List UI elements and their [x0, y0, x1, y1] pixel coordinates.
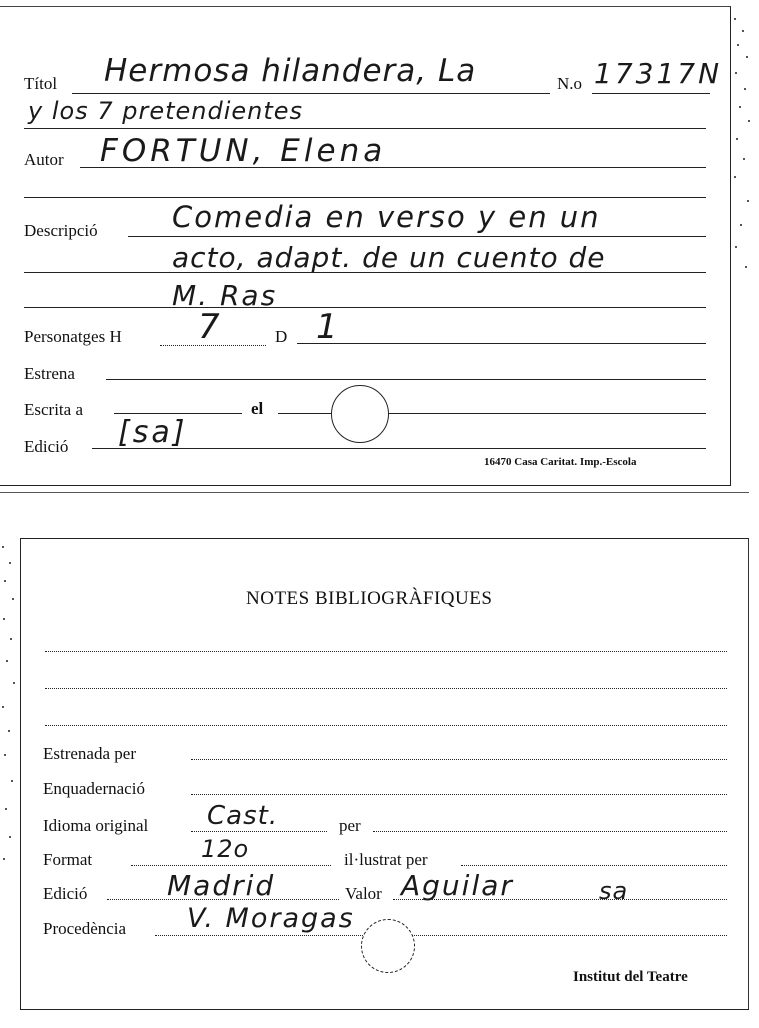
library-stamp	[331, 385, 389, 443]
institution-name: Institut del Teatre	[573, 969, 688, 985]
library-stamp-small	[361, 919, 415, 973]
illustrat-dots	[461, 865, 727, 866]
edicio-value: [sa]	[118, 415, 188, 450]
scan-divider	[0, 492, 749, 493]
valor-value-2: sa	[599, 877, 629, 905]
enquadernacio-dots	[191, 794, 727, 795]
valor-label: Valor	[345, 884, 382, 903]
procedencia-dots	[155, 935, 727, 936]
titol-rule-2	[24, 128, 706, 129]
illustrat-label: il·lustrat per	[344, 850, 428, 869]
valor-value: Aguilar	[401, 869, 514, 902]
titol-rule	[72, 93, 550, 94]
personatges-h-value: 7	[198, 307, 221, 347]
descripcio-line3: M. Ras	[172, 279, 278, 312]
autor-label: Autor	[24, 150, 64, 169]
edicio-bottom-value: Madrid	[167, 869, 276, 902]
titol-label: Títol	[24, 74, 58, 93]
procedencia-label: Procedència	[43, 919, 127, 938]
personatges-d-rule	[297, 343, 706, 344]
descripcio-label: Descripció	[24, 221, 98, 240]
edicio-rule	[92, 448, 706, 449]
edicio-bottom-label: Edició	[43, 884, 88, 903]
notes-line-3	[45, 725, 727, 726]
estrena-label: Estrena	[24, 364, 75, 383]
idioma-dots	[191, 831, 327, 832]
descripcio-rule-3	[24, 307, 706, 308]
procedencia-value: V. Moragas	[187, 903, 355, 934]
personatges-d-value: 1	[316, 307, 339, 347]
enquadernacio-label: Enquadernació	[43, 779, 145, 798]
catalog-card-bottom	[20, 538, 749, 1010]
scan-noise-top-right	[732, 10, 756, 280]
autor-rule-2	[24, 197, 706, 198]
escrita-rule	[114, 413, 242, 414]
no-value: 17317N	[594, 57, 723, 90]
idioma-per-dots	[373, 831, 727, 832]
personatges-h-dots	[160, 345, 266, 346]
no-rule	[592, 93, 710, 94]
estrena-rule	[106, 379, 706, 380]
descripcio-rule-1	[128, 236, 706, 237]
bibliographic-notes-heading: NOTES BIBLIOGRÀFIQUES	[246, 588, 493, 609]
descripcio-line2: acto, adapt. de un cuento de	[172, 241, 606, 274]
valor-dots	[393, 899, 727, 900]
titol-value-2: y los 7 pretendientes	[28, 97, 304, 125]
idioma-value: Cast.	[207, 801, 279, 831]
escrita-label: Escrita a	[24, 400, 83, 419]
scan-noise-bottom-left	[0, 540, 18, 870]
catalog-card-top	[0, 6, 731, 486]
autor-rule	[80, 167, 706, 168]
autor-value: FORTUN, Elena	[100, 133, 387, 169]
format-value: 12o	[201, 835, 250, 863]
format-label: Format	[43, 850, 93, 869]
descripcio-rule-2	[24, 272, 706, 273]
idioma-label: Idioma original	[43, 816, 149, 835]
edicio-bottom-dots	[107, 899, 339, 900]
estrenada-label: Estrenada per	[43, 744, 136, 763]
personatges-d-label: D	[275, 327, 288, 346]
titol-value: Hermosa hilandera, La	[104, 53, 477, 89]
idioma-per-label: per	[339, 816, 361, 835]
personatges-label: Personatges H	[24, 327, 122, 346]
el-label: el	[251, 399, 264, 418]
edicio-label: Edició	[24, 437, 69, 456]
descripcio-line1: Comedia en verso y en un	[172, 200, 601, 234]
notes-line-2	[45, 688, 727, 689]
notes-line-1	[45, 651, 727, 652]
estrenada-dots	[191, 759, 727, 760]
printer-note: 16470 Casa Caritat. Imp.-Escola	[484, 456, 637, 468]
no-label: N.o	[557, 74, 583, 93]
format-dots	[131, 865, 331, 866]
